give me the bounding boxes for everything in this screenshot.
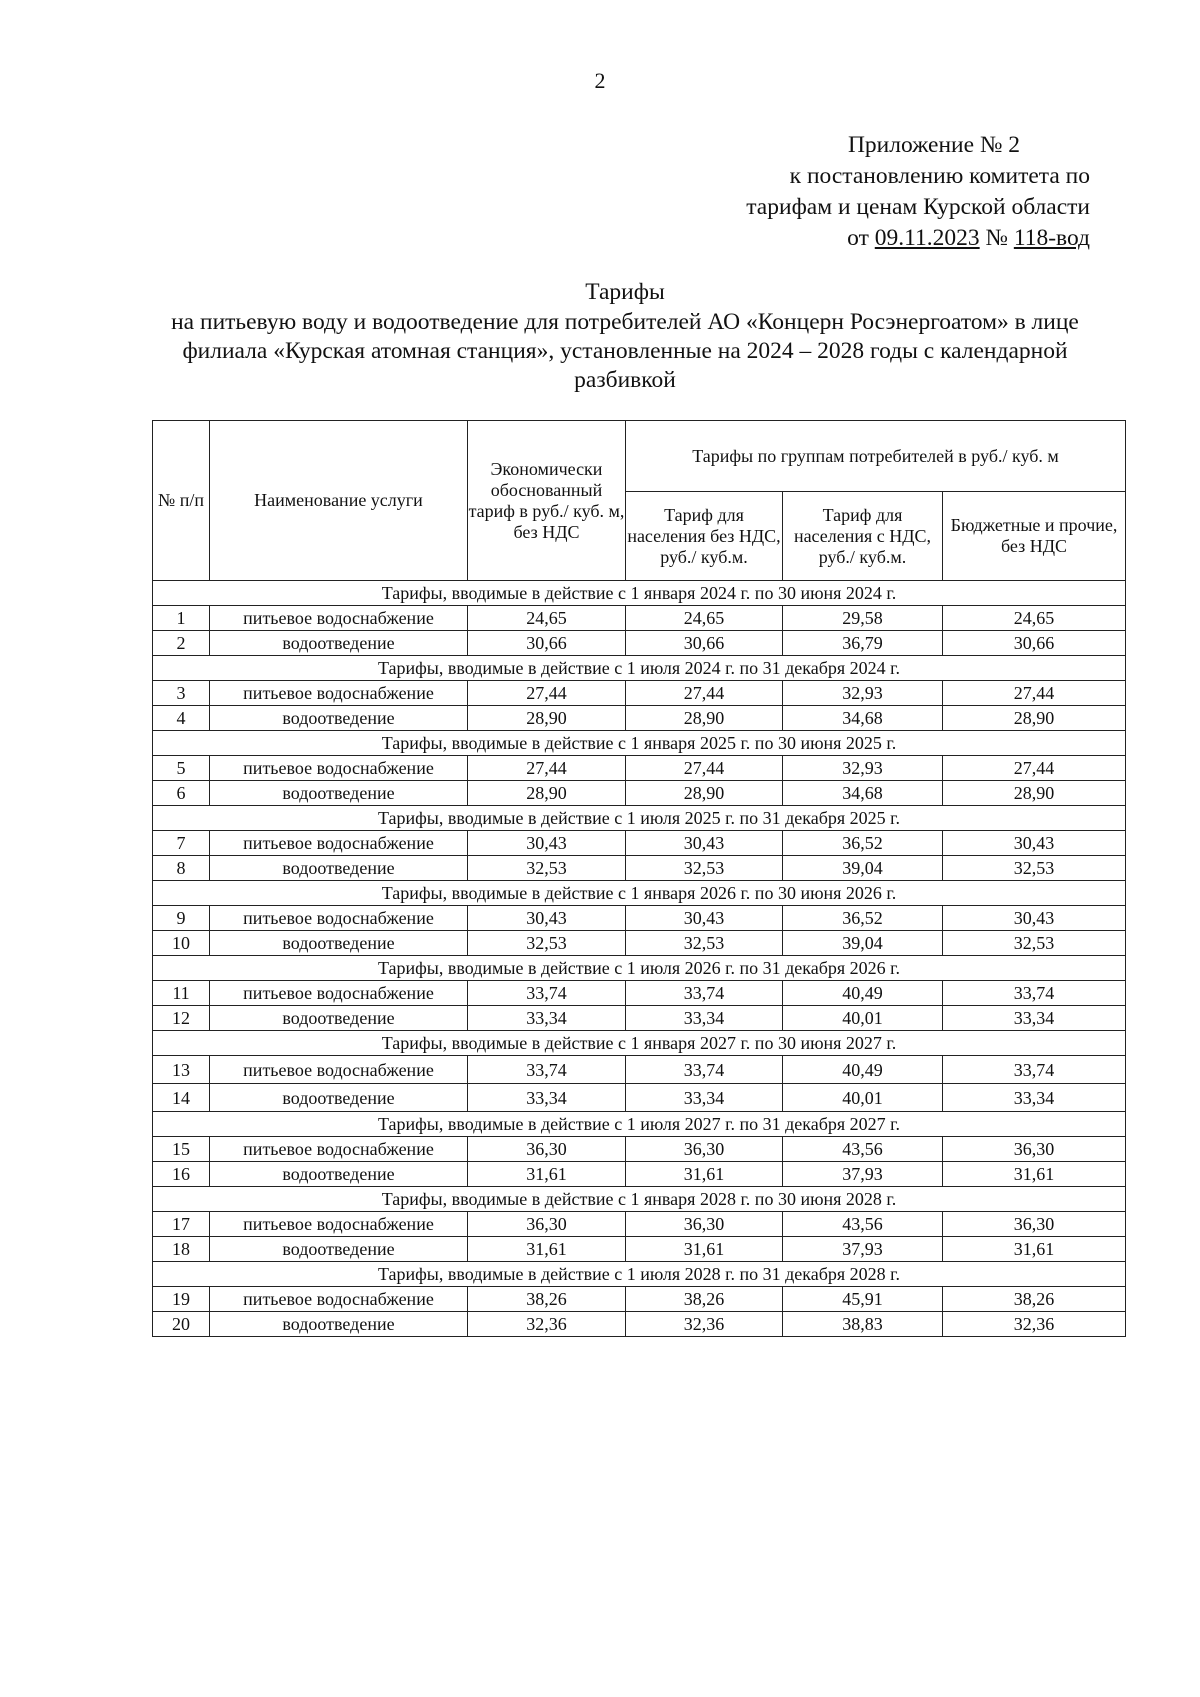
row-number: 8 <box>153 856 210 881</box>
service-name: питьевое водоснабжение <box>210 906 468 931</box>
population-tariff-vat: 34,68 <box>783 706 943 731</box>
date-prefix: от <box>847 225 875 251</box>
population-tariff-no-vat: 28,90 <box>626 781 783 806</box>
header-num: № п/п <box>153 421 210 581</box>
resolution-date: 09.11.2023 <box>874 225 980 251</box>
population-tariff-vat: 40,01 <box>783 1006 943 1031</box>
population-tariff-no-vat: 33,34 <box>626 1084 783 1112</box>
population-tariff-no-vat: 27,44 <box>626 756 783 781</box>
economic-tariff: 28,90 <box>468 781 626 806</box>
page-number: 2 <box>594 68 606 93</box>
row-number: 16 <box>153 1162 210 1187</box>
row-number: 5 <box>153 756 210 781</box>
row-number: 17 <box>153 1212 210 1237</box>
economic-tariff: 32,53 <box>468 931 626 956</box>
row-number: 19 <box>153 1287 210 1312</box>
service-name: водоотведение <box>210 856 468 881</box>
header-population-vat: Тариф для населения с НДС, руб./ куб.м. <box>783 492 943 581</box>
population-tariff-no-vat: 32,36 <box>626 1312 783 1337</box>
period-row <box>153 1187 1126 1212</box>
economic-tariff: 33,74 <box>468 1056 626 1084</box>
population-tariff-vat: 32,93 <box>783 681 943 706</box>
budget-tariff: 38,26 <box>943 1287 1126 1312</box>
budget-tariff: 30,66 <box>943 631 1126 656</box>
economic-tariff: 33,74 <box>468 981 626 1006</box>
population-tariff-no-vat: 27,44 <box>626 681 783 706</box>
population-tariff-vat: 36,52 <box>783 831 943 856</box>
appendix-resolution: к постановлению комитета по <box>789 163 1090 189</box>
period-row <box>153 806 1126 831</box>
budget-tariff: 24,65 <box>943 606 1126 631</box>
table-row <box>153 1056 1126 1084</box>
service-name: питьевое водоснабжение <box>210 831 468 856</box>
period-label: Тарифы, вводимые в действие с 1 января 2024 г. по 30 июня 2024 г. <box>153 581 1126 606</box>
period-row <box>153 1112 1126 1137</box>
row-number: 2 <box>153 631 210 656</box>
budget-tariff: 32,53 <box>943 931 1126 956</box>
population-tariff-vat: 45,91 <box>783 1287 943 1312</box>
header-consumer-groups: Тарифы по группам потребителей в руб./ куб. м <box>626 421 1126 492</box>
population-tariff-vat: 43,56 <box>783 1212 943 1237</box>
header-population-no-vat: Тариф для населения без НДС, руб./ куб.м. <box>626 492 783 581</box>
service-name: водоотведение <box>210 1312 468 1337</box>
population-tariff-no-vat: 24,65 <box>626 606 783 631</box>
budget-tariff: 28,90 <box>943 706 1126 731</box>
budget-tariff: 31,61 <box>943 1162 1126 1187</box>
population-tariff-no-vat: 33,74 <box>626 1056 783 1084</box>
population-tariff-no-vat: 32,53 <box>626 931 783 956</box>
population-tariff-no-vat: 33,74 <box>626 981 783 1006</box>
row-number: 9 <box>153 906 210 931</box>
service-name: питьевое водоснабжение <box>210 756 468 781</box>
table-row <box>153 756 1126 781</box>
appendix-title: Приложение № 2 <box>847 132 1020 158</box>
economic-tariff: 36,30 <box>468 1212 626 1237</box>
appendix-block <box>600 130 1090 254</box>
row-number: 18 <box>153 1237 210 1262</box>
population-tariff-no-vat: 32,53 <box>626 856 783 881</box>
population-tariff-no-vat: 38,26 <box>626 1287 783 1312</box>
table-row <box>153 1162 1126 1187</box>
period-label: Тарифы, вводимые в действие с 1 июля 2028 г. по 31 декабря 2028 г. <box>153 1262 1126 1287</box>
budget-tariff: 31,61 <box>943 1237 1126 1262</box>
period-label: Тарифы, вводимые в действие с 1 января 2026 г. по 30 июня 2026 г. <box>153 881 1126 906</box>
budget-tariff: 27,44 <box>943 681 1126 706</box>
document-subtitle: на питьевую воду и водоотведение для потребителей АО «Концерн Росэнергоатом» в лице филиала «Курская атомная станция», установленные на 2024 – 2028 годы с календарной разбивкой <box>171 309 1079 393</box>
period-label: Тарифы, вводимые в действие с 1 июля 2026 г. по 31 декабря 2026 г. <box>153 956 1126 981</box>
budget-tariff: 33,74 <box>943 981 1126 1006</box>
economic-tariff: 32,53 <box>468 856 626 881</box>
table-row <box>153 831 1126 856</box>
resolution-number: 118-вод <box>1013 225 1090 251</box>
table-row <box>153 931 1126 956</box>
population-tariff-no-vat: 36,30 <box>626 1137 783 1162</box>
period-label: Тарифы, вводимые в действие с 1 июля 2027 г. по 31 декабря 2027 г. <box>153 1112 1126 1137</box>
table-row <box>153 606 1126 631</box>
economic-tariff: 36,30 <box>468 1137 626 1162</box>
table-row <box>153 681 1126 706</box>
row-number: 15 <box>153 1137 210 1162</box>
budget-tariff: 30,43 <box>943 906 1126 931</box>
service-name: водоотведение <box>210 1006 468 1031</box>
table-row <box>153 781 1126 806</box>
economic-tariff: 24,65 <box>468 606 626 631</box>
economic-tariff: 27,44 <box>468 756 626 781</box>
service-name: питьевое водоснабжение <box>210 1212 468 1237</box>
economic-tariff: 30,43 <box>468 831 626 856</box>
appendix-date-line <box>600 223 1090 254</box>
economic-tariff: 38,26 <box>468 1287 626 1312</box>
period-label: Тарифы, вводимые в действие с 1 января 2028 г. по 30 июня 2028 г. <box>153 1187 1126 1212</box>
service-name: питьевое водоснабжение <box>210 606 468 631</box>
header-service: Наименование услуги <box>210 421 468 581</box>
document-title: Тарифы <box>585 279 665 305</box>
budget-tariff: 36,30 <box>943 1137 1126 1162</box>
population-tariff-vat: 37,93 <box>783 1237 943 1262</box>
table-row <box>153 906 1126 931</box>
population-tariff-no-vat: 28,90 <box>626 706 783 731</box>
row-number: 1 <box>153 606 210 631</box>
appendix-committee: тарифам и ценам Курской области <box>746 194 1090 220</box>
budget-tariff: 33,74 <box>943 1056 1126 1084</box>
budget-tariff: 33,34 <box>943 1084 1126 1112</box>
budget-tariff: 33,34 <box>943 1006 1126 1031</box>
service-name: водоотведение <box>210 631 468 656</box>
population-tariff-vat: 36,52 <box>783 906 943 931</box>
table-row <box>153 1312 1126 1337</box>
population-tariff-no-vat: 30,66 <box>626 631 783 656</box>
population-tariff-vat: 36,79 <box>783 631 943 656</box>
service-name: водоотведение <box>210 1084 468 1112</box>
period-row <box>153 881 1126 906</box>
economic-tariff: 31,61 <box>468 1162 626 1187</box>
period-label: Тарифы, вводимые в действие с 1 января 2025 г. по 30 июня 2025 г. <box>153 731 1126 756</box>
budget-tariff: 32,36 <box>943 1312 1126 1337</box>
service-name: питьевое водоснабжение <box>210 681 468 706</box>
economic-tariff: 27,44 <box>468 681 626 706</box>
population-tariff-vat: 39,04 <box>783 931 943 956</box>
population-tariff-no-vat: 31,61 <box>626 1162 783 1187</box>
table-row <box>153 1006 1126 1031</box>
header-economic-tariff: Экономически обоснованный тариф в руб./ куб. м, без НДС <box>468 421 626 581</box>
service-name: водоотведение <box>210 931 468 956</box>
table-row <box>153 1287 1126 1312</box>
service-name: водоотведение <box>210 706 468 731</box>
table-row <box>153 1084 1126 1112</box>
population-tariff-no-vat: 36,30 <box>626 1212 783 1237</box>
service-name: водоотведение <box>210 1237 468 1262</box>
period-row <box>153 1262 1126 1287</box>
economic-tariff: 30,66 <box>468 631 626 656</box>
table-row <box>153 1137 1126 1162</box>
period-row <box>153 656 1126 681</box>
population-tariff-vat: 34,68 <box>783 781 943 806</box>
period-label: Тарифы, вводимые в действие с 1 июля 2025 г. по 31 декабря 2025 г. <box>153 806 1126 831</box>
population-tariff-vat: 39,04 <box>783 856 943 881</box>
table-row <box>153 981 1126 1006</box>
budget-tariff: 30,43 <box>943 831 1126 856</box>
budget-tariff: 28,90 <box>943 781 1126 806</box>
service-name: водоотведение <box>210 781 468 806</box>
service-name: питьевое водоснабжение <box>210 981 468 1006</box>
table-row <box>153 706 1126 731</box>
population-tariff-vat: 38,83 <box>783 1312 943 1337</box>
budget-tariff: 36,30 <box>943 1212 1126 1237</box>
population-tariff-vat: 37,93 <box>783 1162 943 1187</box>
population-tariff-no-vat: 30,43 <box>626 906 783 931</box>
row-number: 10 <box>153 931 210 956</box>
service-name: питьевое водоснабжение <box>210 1056 468 1084</box>
tariff-table-body <box>153 581 1126 1337</box>
period-row <box>153 956 1126 981</box>
row-number: 13 <box>153 1056 210 1084</box>
population-tariff-vat: 32,93 <box>783 756 943 781</box>
period-row <box>153 1031 1126 1056</box>
row-number: 7 <box>153 831 210 856</box>
population-tariff-no-vat: 31,61 <box>626 1237 783 1262</box>
budget-tariff: 32,53 <box>943 856 1126 881</box>
table-row <box>153 856 1126 881</box>
row-number: 3 <box>153 681 210 706</box>
economic-tariff: 30,43 <box>468 906 626 931</box>
row-number: 20 <box>153 1312 210 1337</box>
row-number: 4 <box>153 706 210 731</box>
number-prefix: № <box>979 225 1014 251</box>
row-number: 14 <box>153 1084 210 1112</box>
service-name: питьевое водоснабжение <box>210 1287 468 1312</box>
population-tariff-vat: 29,58 <box>783 606 943 631</box>
tariff-table <box>152 420 1126 1337</box>
population-tariff-vat: 43,56 <box>783 1137 943 1162</box>
table-row <box>153 631 1126 656</box>
population-tariff-vat: 40,49 <box>783 1056 943 1084</box>
table-row <box>153 1212 1126 1237</box>
table-row <box>153 1237 1126 1262</box>
population-tariff-vat: 40,01 <box>783 1084 943 1112</box>
period-row <box>153 731 1126 756</box>
budget-tariff: 27,44 <box>943 756 1126 781</box>
population-tariff-no-vat: 33,34 <box>626 1006 783 1031</box>
economic-tariff: 32,36 <box>468 1312 626 1337</box>
row-number: 12 <box>153 1006 210 1031</box>
row-number: 6 <box>153 781 210 806</box>
economic-tariff: 33,34 <box>468 1006 626 1031</box>
population-tariff-vat: 40,49 <box>783 981 943 1006</box>
population-tariff-no-vat: 30,43 <box>626 831 783 856</box>
header-budget: Бюджетные и прочие, без НДС <box>943 492 1126 581</box>
economic-tariff: 28,90 <box>468 706 626 731</box>
document-title-block <box>150 278 1100 395</box>
period-label: Тарифы, вводимые в действие с 1 июля 2024 г. по 31 декабря 2024 г. <box>153 656 1126 681</box>
period-row <box>153 581 1126 606</box>
service-name: питьевое водоснабжение <box>210 1137 468 1162</box>
economic-tariff: 31,61 <box>468 1237 626 1262</box>
service-name: водоотведение <box>210 1162 468 1187</box>
economic-tariff: 33,34 <box>468 1084 626 1112</box>
period-label: Тарифы, вводимые в действие с 1 января 2027 г. по 30 июня 2027 г. <box>153 1031 1126 1056</box>
row-number: 11 <box>153 981 210 1006</box>
